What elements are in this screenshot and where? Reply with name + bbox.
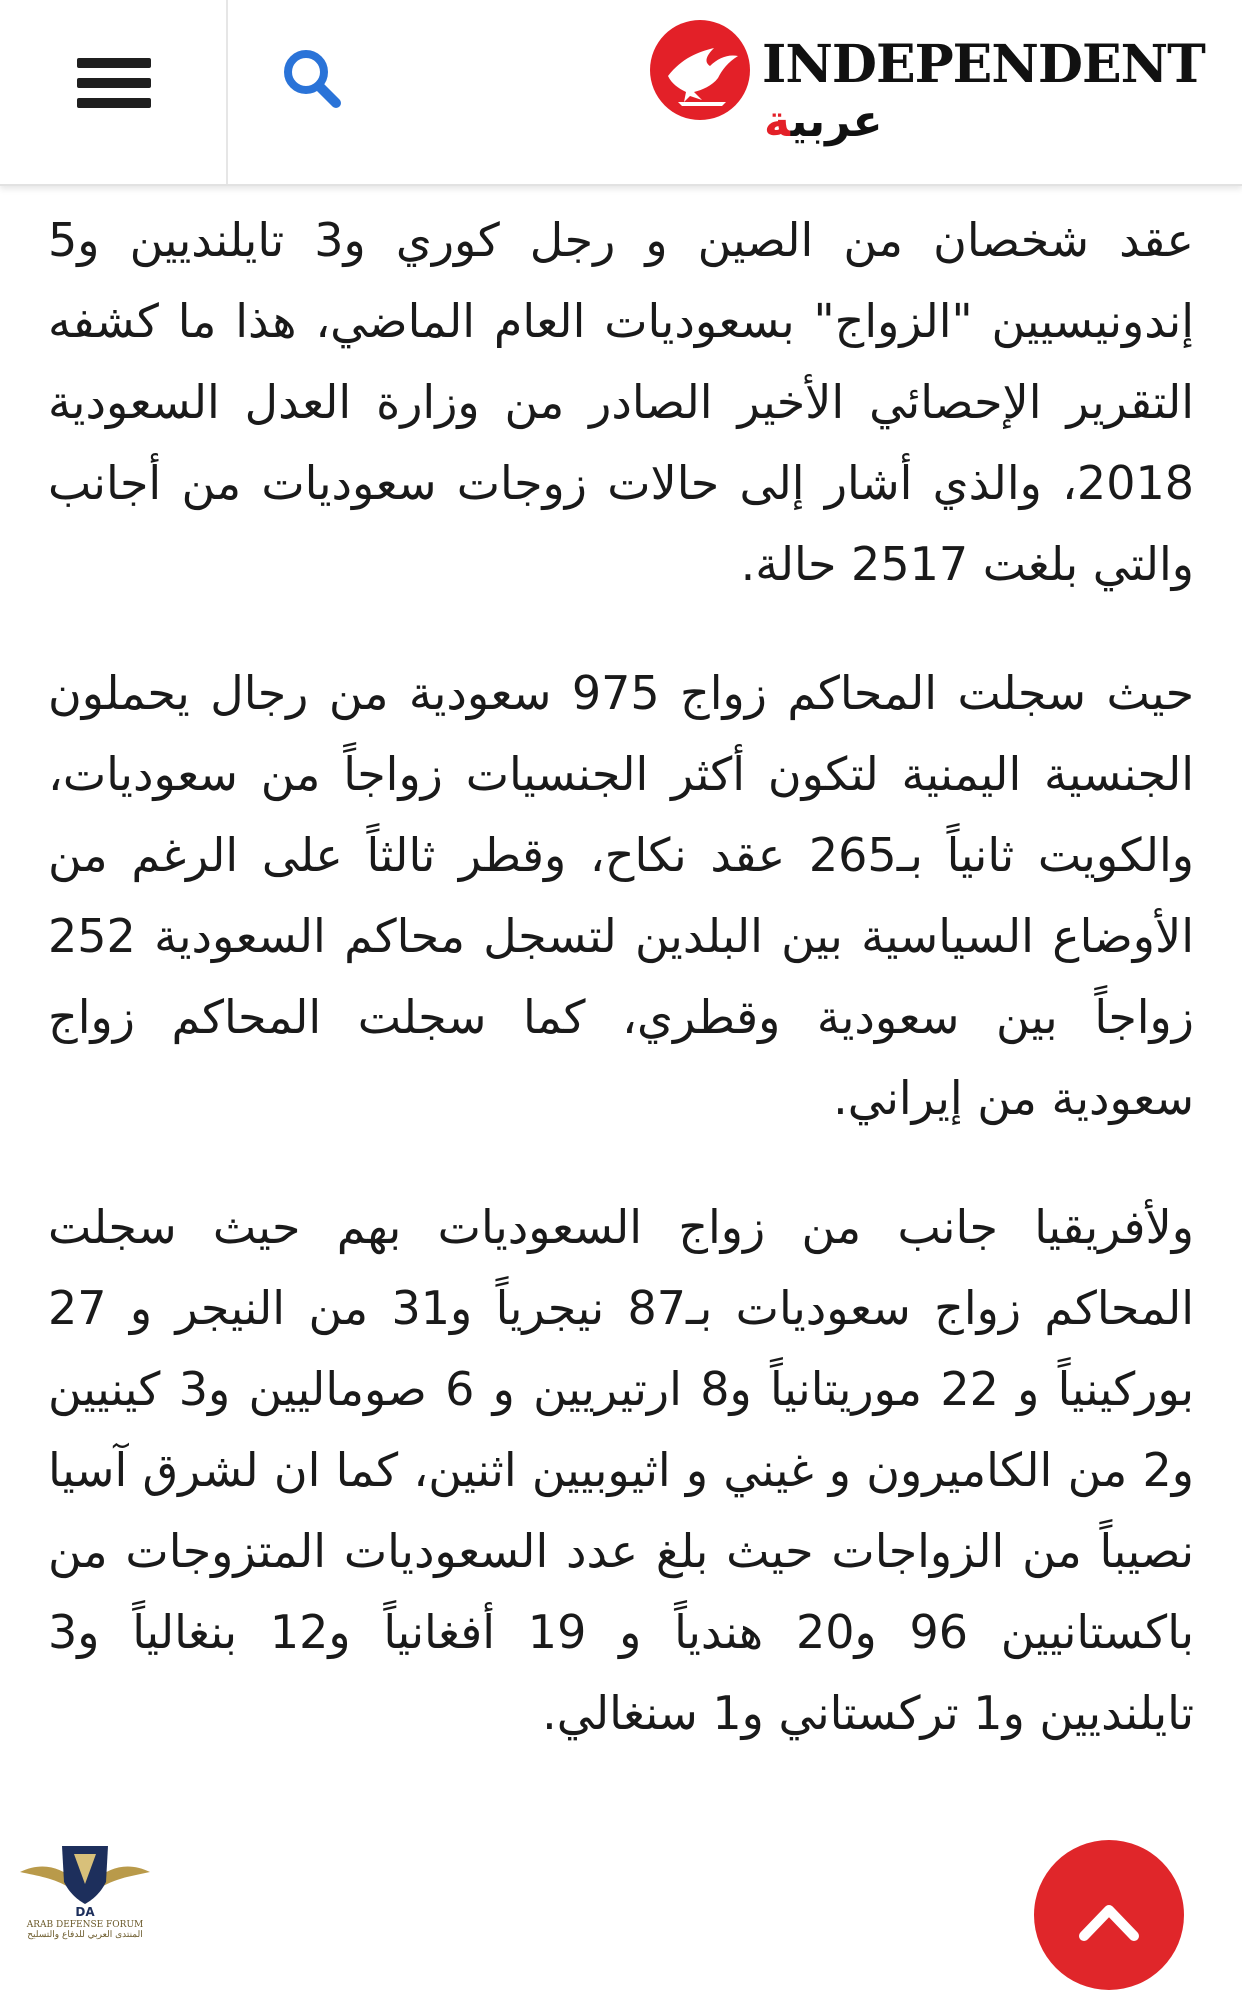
eagle-logo-icon [648, 18, 752, 122]
forum-emblem-icon [10, 1832, 160, 1922]
logo-wordmark: INDEPENDENT [762, 34, 1205, 95]
scroll-to-top-button[interactable] [1034, 1840, 1184, 1990]
top-navigation-bar [0, 0, 1242, 186]
independent-arabia-logo[interactable] [640, 14, 1205, 164]
article-paragraph-2: حيث سجلت المحاكم زواج 975 سعودية من رجال يحملون الجنسية اليمنية لتكون أكثر الجنسيات زواجاً من سعوديات، والكويت ثانياً بـ265 عقد نكاح، وقطر ثالثاً على الرغم من الأوضاع السياسية بين البلدين لتسجل محاكم السعودية 252 زواجاً بين سعودية وقطري، كما سجلت المحاكم زواج سعودية من إيراني. [48, 666, 1195, 1125]
logo-arabic-part2: ة [764, 96, 791, 147]
logo-arabic-part1: عربي [790, 96, 883, 147]
menu-button[interactable] [0, 0, 228, 184]
chevron-up-icon [1034, 1840, 1184, 1990]
watermark-arabic: المنتدى العربي للدفاع والتسليح [27, 1930, 143, 1940]
watermark-english: ARAB DEFENSE FORUM [26, 1920, 144, 1930]
article-paragraph-3: ولأفريقيا جانب من زواج السعوديات بهم حيث سجلت المحاكم زواج سعوديات بـ87 نيجرياً و31 من النيجر و 27 بوركينياً و 22 موريتانياً و8 ارتيريين و 6 صوماليين و3 كينيين و2 من الكاميرون و غيني و اثيوبيين اثنين، كما ان لشرق آسيا نصيباً من الزواجات حيث بلغ عدد السعوديات المتزوجات من باكستانيين 96 و20 هندياً و 19 أفغانياً و12 بنغالياً و3 تايلنديين و1 تركستاني و1 سنغالي. [48, 1200, 1195, 1740]
article-paragraph-1: عقد شخصان من الصين و رجل كوري و3 تايلنديين و5 إندونيسيين "الزواج" بسعوديات العام الماضي، هذا ما كشفه التقرير الإحصائي الأخير الصادر من وزارة العدل السعودية 2018، والذي أشار إلى حالات زوجات سعوديات من أجانب والتي بلغت 2517 حالة. [48, 213, 1194, 591]
search-button[interactable] [230, 0, 420, 184]
svg-text:DA: DA [75, 1905, 95, 1919]
logo-arabic-wordmark [764, 96, 883, 147]
arab-defense-forum-watermark [10, 1832, 160, 1942]
search-icon [230, 0, 420, 184]
article-body [48, 200, 1194, 1802]
